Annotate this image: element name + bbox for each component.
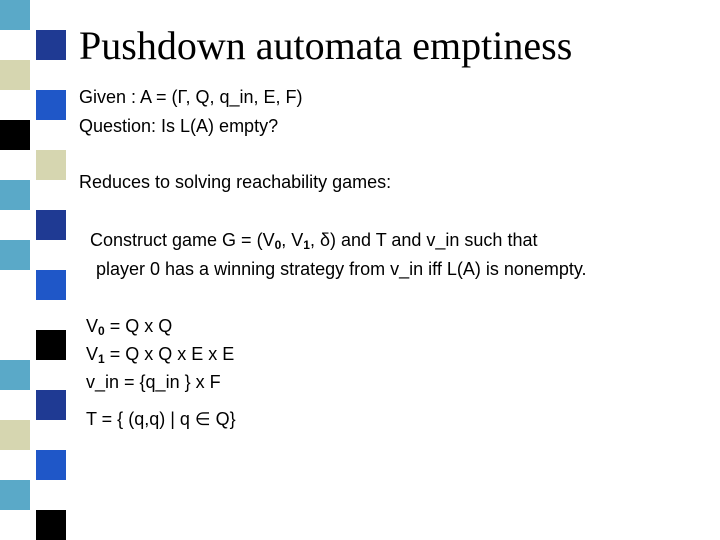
stripe-square (0, 480, 30, 510)
stripe-square (36, 450, 66, 480)
reduces-line: Reduces to solving reachability games: (79, 172, 392, 192)
stripe-square (36, 150, 66, 180)
stripe-square (36, 30, 66, 60)
stripe-square (36, 510, 66, 540)
question-line: Question: Is L(A) empty? (79, 116, 279, 136)
subscript-1: 1 (303, 238, 310, 252)
construct-text: , V (281, 230, 304, 250)
stripe-square (36, 390, 66, 420)
stripe-square (36, 330, 66, 360)
target-definition: T = { (q,q) | q ∈ Q} (86, 409, 236, 429)
v1-symbol: V (86, 344, 99, 364)
v0-subscript: 0 (98, 324, 105, 338)
stripe-square (0, 0, 30, 30)
vin-definition: v_in = {q_in } x F (86, 372, 221, 392)
stripe-square (36, 270, 66, 300)
given-line: Given : A = (Γ, Q, q_in, E, F) (79, 87, 303, 107)
v1-definition (86, 343, 234, 365)
player-line: player 0 has a winning strategy from v_in iff L(A) is nonempty. (96, 259, 587, 279)
stripe-square (0, 300, 30, 330)
slide-title: Pushdown automata emptiness (79, 23, 573, 68)
subscript-0: 0 (274, 238, 282, 252)
v1-value: = Q x Q x E x E (104, 344, 235, 364)
stripe-square (0, 180, 30, 210)
construct-line (90, 229, 537, 251)
v0-definition (86, 315, 172, 337)
stripe-square (0, 420, 30, 450)
stripe-square (0, 60, 30, 90)
stripe-square (0, 240, 30, 270)
v0-symbol: V (86, 316, 99, 336)
stripe-square (36, 210, 66, 240)
stripe-square (0, 360, 30, 390)
v0-value: = Q x Q (104, 316, 173, 336)
decorative-stripe (0, 0, 66, 540)
construct-text: , δ) and T and v_in such that (309, 230, 538, 250)
construct-text: Construct game G = (V (90, 230, 275, 250)
v1-subscript: 1 (98, 352, 105, 366)
stripe-square (36, 90, 66, 120)
stripe-square (0, 120, 30, 150)
